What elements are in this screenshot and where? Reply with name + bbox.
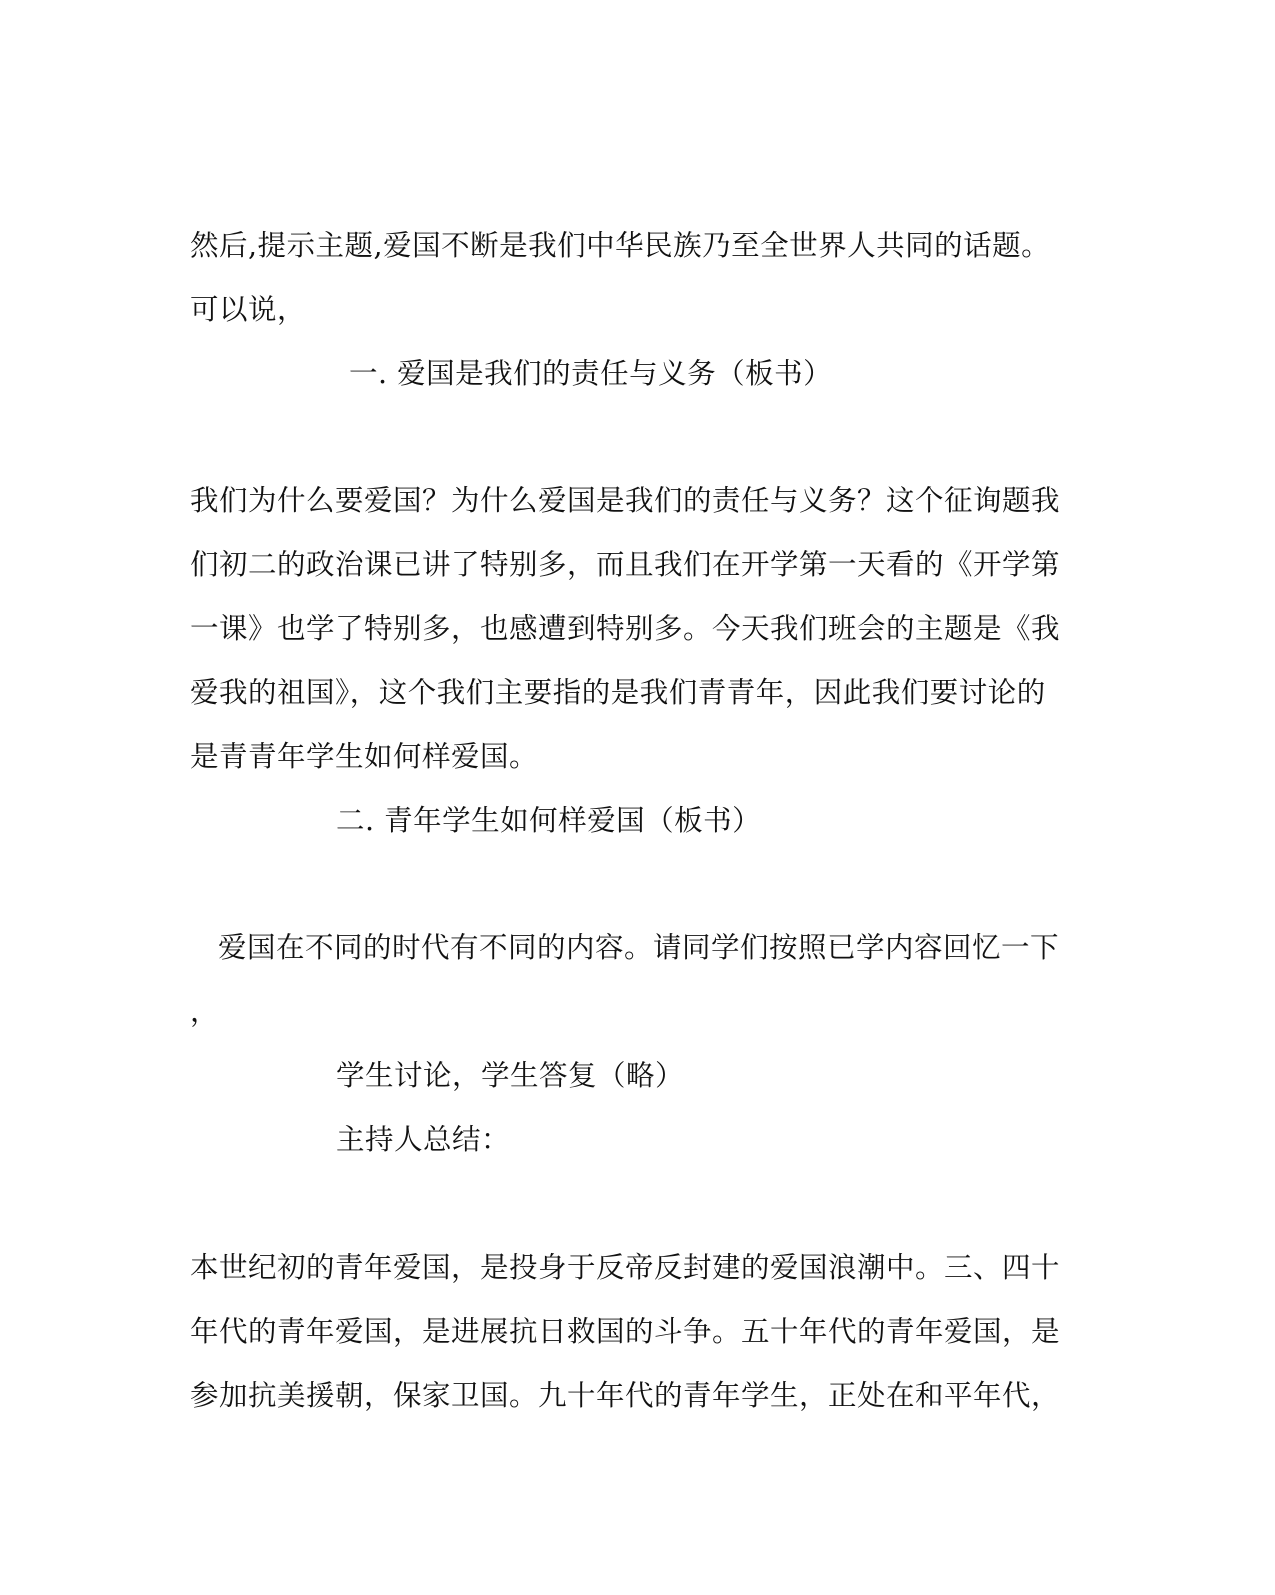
text-line: 参加抗美援朝，保家卫国。九十年代的青年学生，正处在和平年代， [190, 1379, 1061, 1412]
text-line: 本世纪初的青年爱国，是投身于反帝反封建的爱国浪潮中。三、四十 [190, 1251, 1061, 1284]
section-heading: 一. 爱国是我们的责任与义务（板书） [349, 357, 833, 390]
text-line: 一课》也学了特别多，也感遭到特别多。今天我们班会的主题是《我 [190, 612, 1061, 645]
text-line: 是青青年学生如何样爱国。 [190, 740, 539, 773]
text-line: 可以说， [190, 293, 307, 326]
text-line: 主持人总结： [336, 1123, 511, 1156]
text-line: 爱我的祖国》，这个我们主要指的是我们青青年，因此我们要讨论的 [190, 676, 1046, 709]
section-heading: 二. 青年学生如何样爱国（板书） [336, 804, 762, 837]
text-line: 年代的青年爱国，是进展抗日救国的斗争。五十年代的青年爱国，是 [190, 1315, 1061, 1348]
text-line: 学生讨论，学生答复（略） [336, 1059, 685, 1092]
text-line: 然后,提示主题,爱国不断是我们中华民族乃至全世界人共同的话题。 [190, 229, 1051, 262]
text-line: 爱国在不同的时代有不同的内容。请同学们按照已学内容回忆一下 [218, 931, 1060, 964]
text-line: 们初二的政治课已讲了特别多，而且我们在开学第一天看的《开学第 [190, 548, 1061, 581]
text-line: 我们为什么要爱国？为什么爱国是我们的责任与义务？这个征询题我 [190, 484, 1061, 517]
text-line: ， [190, 995, 220, 1028]
